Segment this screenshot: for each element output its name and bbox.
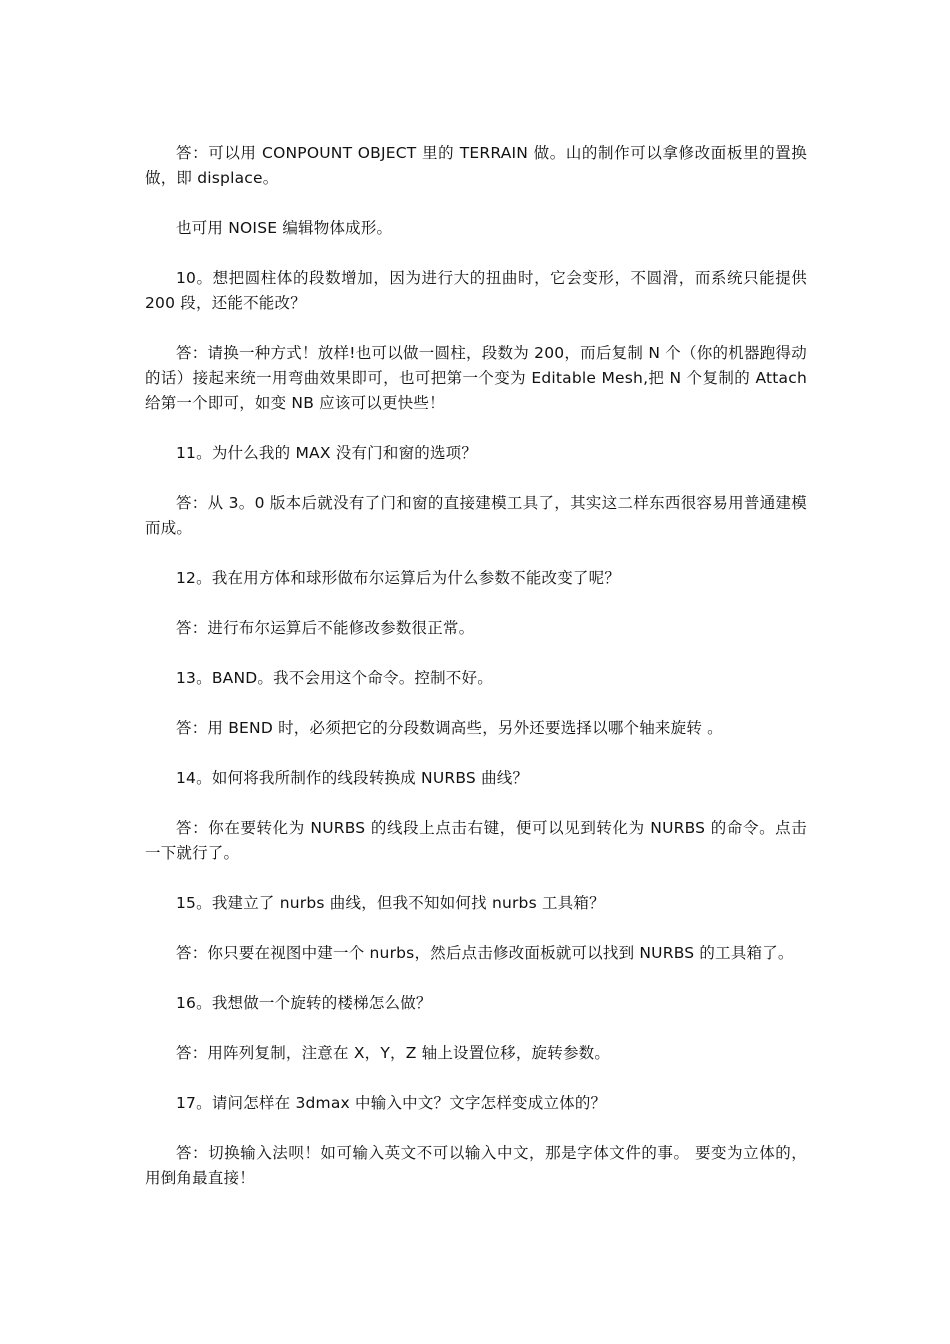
paragraph-answer-15: 答：你只要在视图中建一个 nurbs，然后点击修改面板就可以找到 NURBS 的工具箱了。 <box>176 944 794 962</box>
paragraph-answer-12: 答：进行布尔运算后不能修改参数很正常。 <box>176 619 475 637</box>
paragraph-question-14: 14。如何将我所制作的线段转换成 NURBS 曲线？ <box>176 769 529 787</box>
paragraph-answer-10: 答：请换一种方式！放样!也可以做一圆柱，段数为 200，而后复制 N 个（你的机器跑得动的话）接起来统一用弯曲效果即可，也可把第一个变为 Editable Mesh,把 N 个复制的 Attach 给第一个即可，如变 NB 应该可以更快些！ <box>145 344 807 412</box>
paragraph-answer-11: 答：从 3。0 版本后就没有了门和窗的直接建模工具了，其实这二样东西很容易用普通建模而成。 <box>145 494 807 537</box>
paragraph-question-10: 10。想把圆柱体的段数增加，因为进行大的扭曲时，它会变形，不圆滑，而系统只能提供 200 段，还能不能改？ <box>145 269 807 312</box>
paragraph-question-12: 12。我在用方体和球形做布尔运算后为什么参数不能改变了呢？ <box>176 569 621 587</box>
document-body <box>145 141 807 1216</box>
paragraph-question-17: 17。请问怎样在 3dmax 中输入中文？文字怎样变成立体的？ <box>176 1094 607 1112</box>
paragraph-answer-17: 答：切换输入法呗！如可输入英文不可以输入中文，那是字体文件的事。 要变为立体的，用倒角最直接！ <box>145 1144 807 1187</box>
paragraph-answer-14: 答：你在要转化为 NURBS 的线段上点击右键，便可以见到转化为 NURBS 的命令。点击一下就行了。 <box>145 819 807 862</box>
paragraph-question-15: 15。我建立了 nurbs 曲线，但我不知如何找 nurbs 工具箱？ <box>176 894 605 912</box>
paragraph-answer-13: 答：用 BEND 时，必须把它的分段数调高些，另外还要选择以哪个轴来旋转 。 <box>176 719 723 737</box>
paragraph-question-13: 13。BAND。我不会用这个命令。控制不好。 <box>176 669 493 687</box>
paragraph-question-11: 11。为什么我的 MAX 没有门和窗的选项？ <box>176 444 478 462</box>
paragraph-answer-terrain: 答：可以用 CONPOUNT OBJECT 里的 TERRAIN 做。山的制作可以拿修改面板里的置换做，即 displace。 <box>145 144 807 187</box>
paragraph-question-16: 16。我想做一个旋转的楼梯怎么做？ <box>176 994 432 1012</box>
paragraph-answer-16: 答：用阵列复制，注意在 X，Y，Z 轴上设置位移，旋转参数。 <box>176 1044 611 1062</box>
paragraph-answer-noise: 也可用 NOISE 编辑物体成形。 <box>176 219 393 237</box>
